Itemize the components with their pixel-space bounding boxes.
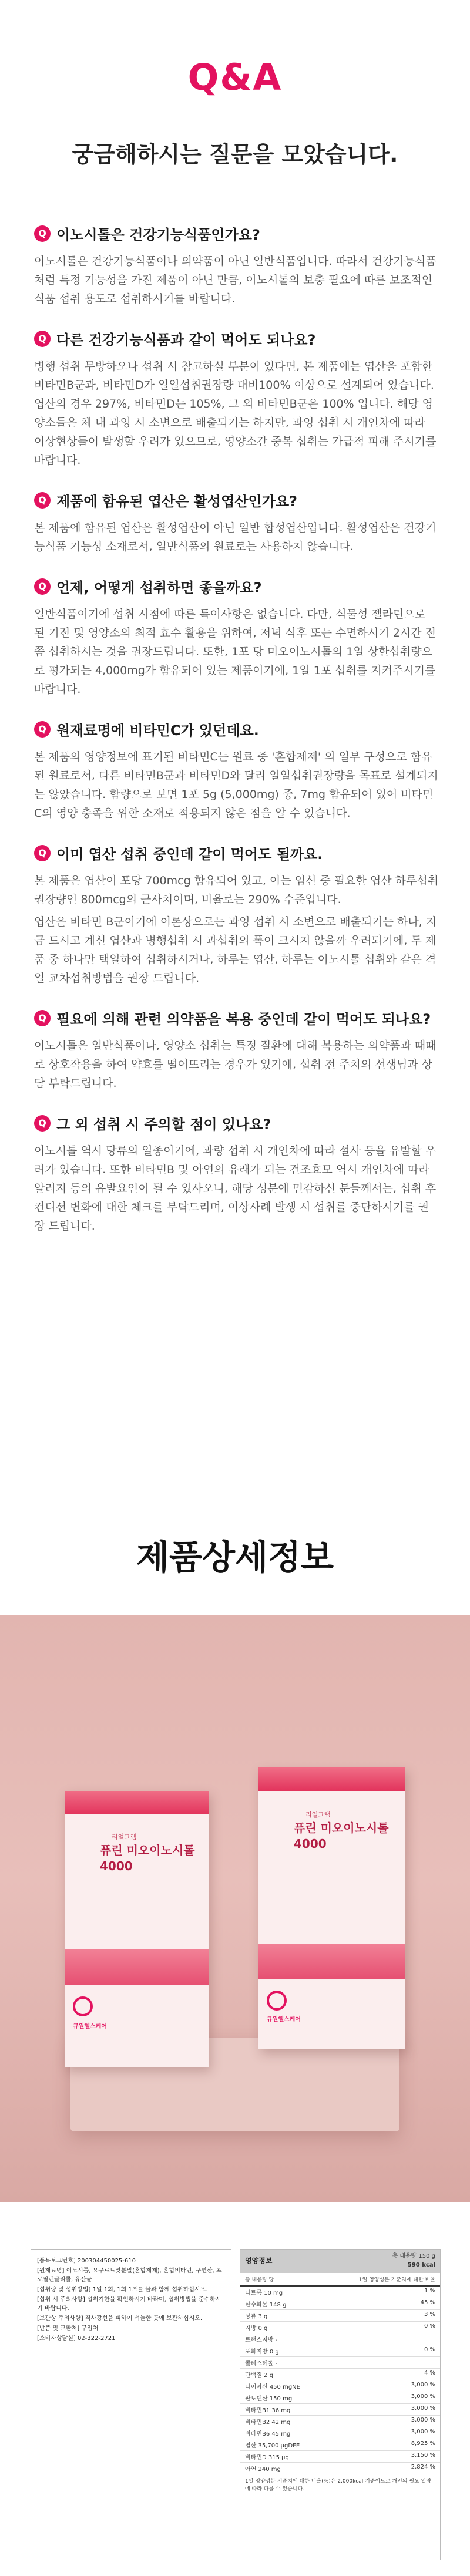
qa-title: Q&A xyxy=(187,56,283,99)
qa-header xyxy=(0,0,470,252)
question-icon: Q xyxy=(34,1010,51,1026)
answer-text: 병행 섭취 무방하오나 섭취 시 참고하실 부분이 있다면, 본 제품에는 엽산을 포함한 비타민B군과, 비타민D가 일일섭취권장량 대비100% 이상으로 설계되어 있습니다. 엽산의 경우 297%, 비타민D는 105%, 그 외 비타민B군은 100% 입니다. 해당 영양소들은 체 내 과잉 시 소변으로 배출되기는 하지만, 과잉 섭취 시 개인차에 따라 이상현상들이 발생할 우려가 있으므로, 영양소간 중복 섭취는 가급적 피해 주시기를 바랍니다. xyxy=(34,360,437,467)
answer-text: 본 제품에 함유된 엽산은 활성엽산이 아닌 일반 합성엽산입니다. 활성엽산은 건강기능식품 기능성 소재로서, 일반식품의 원료로는 사용하지 않습니다. xyxy=(34,521,437,553)
question-text: 다른 건강기능식품과 같이 먹어도 되나요? xyxy=(56,332,316,348)
product-box-back xyxy=(258,1767,405,2049)
nutrition-row: 엽산 35,700 μgDFE 8,925 % xyxy=(240,2439,440,2451)
nutrition-kcal: 590 kcal xyxy=(407,2262,435,2268)
answer-text: 본 제품은 엽산이 포당 700mcg 함유되어 있고, 이는 임신 중 필요한 엽산 하루섭취권장량인 800mcg의 근사치이며, 비율로는 290% 수준입니다. 엽산은 비타민 B군이기에 이론상으로는 과잉 섭취 시 소변으로 배출되기는 하나, 지금 드시고 계신 엽산과 병행섭취 시 과섭취의 폭이 크시지 않을까 우려되기에, 두 제품 중 하나만 택일하여 섭취하시거나, 하루는 엽산, 하루는 이노시톨 섭취와 같은 격일 교차섭취방법을 권장 드립니다. xyxy=(34,874,439,985)
nutrition-row: 판토텐산 150 mg 3,000 % xyxy=(240,2392,440,2404)
answer-text: 이노시톨은 일반식품이나, 영양소 섭취는 특정 질환에 대해 복용하는 의약품과 때때로 상호작용을 하여 약효를 떨어뜨리는 경우가 있기에, 섭취 전 주치의 선생님과 상담 부탁드립니다. xyxy=(34,1039,437,1090)
question-text: 제품에 함유된 엽산은 활성엽산인가요? xyxy=(56,493,297,510)
nutrition-row: 비타민D 315 μg 3,150 % xyxy=(240,2451,440,2463)
box-brand: 리얼그램 xyxy=(306,1811,331,1819)
answer-text: 일반식품이기에 섭취 시점에 따른 특이사항은 없습니다. 다만, 식물성 젤라틴으로 된 기전 및 영양소의 최적 효수 활용을 위하여, 저녁 식후 또는 수면하시기 2시간 전 쯤 섭취하시는 것을 권장드립니다. 또한, 1포 당 미오이노시톨의 1일 상한섭취량으로 평가되는 4,000mg가 함유되어 있는 제품이기에, 1일 1포 섭취를 지켜주시기를 바랍니다. xyxy=(34,608,436,696)
qa-item xyxy=(34,1008,439,1093)
product-box-front xyxy=(65,1791,209,2067)
question-icon: Q xyxy=(34,492,51,509)
box-product-number: 4000 xyxy=(100,1859,133,1873)
brand-logo-icon xyxy=(267,1991,287,2011)
label-line: [섭취 시 주의사항] 섭취기한을 확인하시기 바라며, 섭취방법을 준수하시기 바랍니다. xyxy=(37,2296,221,2312)
qa-item xyxy=(34,576,439,699)
answer-text: 이노시톨 역시 당류의 일종이기에, 과량 섭취 시 개인차에 따라 설사 등을 유발할 우려가 있습니다. 또한 비타민B 및 아연의 유래가 되는 건조효모 역시 개인차에 따라 알러지 등의 유발요인이 될 수 있사오니, 해당 성분에 민감하신 분들께서는, 섭취 후 컨디션 변화에 대한 체크를 부탁드리며, 이상사례 발생 시 섭취를 중단하시기를 권장 드립니다. xyxy=(34,1144,437,1233)
qa-list xyxy=(34,223,439,1255)
nutrition-total: 총 내용량 150 g xyxy=(392,2253,435,2260)
question-icon: Q xyxy=(34,845,51,861)
question-text: 원재료명에 비타민C가 있던데요. xyxy=(56,722,259,739)
question-text: 언제, 어떻게 섭취하면 좋을까요? xyxy=(56,580,262,596)
nutrition-row: 아연 240 mg 2,824 % xyxy=(240,2463,440,2474)
nutrition-title: 영양정보 xyxy=(245,2257,273,2265)
box-product-number: 4000 xyxy=(294,1837,327,1851)
nutrition-subheader: 총 내용량 당 1일 영양성분 기준치에 대한 비율 xyxy=(240,2273,440,2287)
question-icon: Q xyxy=(34,331,51,347)
qa-item xyxy=(34,843,439,988)
qa-item xyxy=(34,490,439,556)
nutrition-row: 콜레스테롤 - xyxy=(240,2357,440,2369)
box-brand: 리얼그램 xyxy=(112,1833,137,1841)
nutrition-footnote: 1일 영양성분 기준치에 대한 비율(%)은 2,000kcal 기준이므로 개인의 필요 열량에 따라 다를 수 있습니다. xyxy=(245,2479,432,2492)
qa-item xyxy=(34,328,439,470)
label-line: [소비자상담실] 02-322-2721 xyxy=(37,2335,116,2342)
question-icon: Q xyxy=(34,225,51,242)
nutrition-row: 당류 3 g 3 % xyxy=(240,2310,440,2322)
nutrition-row: 나트륨 10 mg 1 % xyxy=(240,2287,440,2298)
nutrition-row: 비타민B1 36 mg 3,000 % xyxy=(240,2404,440,2416)
product-label-panel xyxy=(31,2249,231,2560)
label-line: [품목보고번호] 200304450025-610 xyxy=(37,2258,136,2264)
label-section xyxy=(0,2249,470,2566)
nutrition-row: 포화지방 0 g 0 % xyxy=(240,2345,440,2357)
answer-text: 본 제품의 영양정보에 표기된 비타민C는 원료 중 '혼합제제' 의 일부 구성으로 함유된 원료로서, 다른 비타민B군과 비타민D와 달리 일일섭취권장량을 목표로 설계되지는 않았습니다. 함량으로 보면 1포 5g (5,000mg) 중, 7mg 함유되어 있어 비타민C의 영양 충족을 위한 소재로 적용되지 않은 점을 알 수 있습니다. xyxy=(34,750,438,820)
label-line: [반품 및 교환처] 구입처 xyxy=(37,2325,99,2332)
label-line: [섭취량 및 섭취방법] 1일 1회, 1회 1포를 물과 함께 섭취하십시오. xyxy=(37,2287,208,2293)
nutrition-row: 지방 0 g 0 % xyxy=(240,2322,440,2333)
label-line: [원재료명] 이노시톨, 요구르트맛분말(혼합제제), 혼합비타민, 구연산, 프로필렌글리콜, 유산균 xyxy=(37,2268,222,2283)
nutrition-row: 비타민B2 42 mg 3,000 % xyxy=(240,2416,440,2427)
question-text: 이미 엽산 섭취 중인데 같이 먹어도 될까요. xyxy=(56,846,323,863)
question-icon: Q xyxy=(34,721,51,738)
nutrition-row: 비타민B6 45 mg 3,000 % xyxy=(240,2427,440,2439)
box-product-name: 퓨린 미오이노시톨 xyxy=(100,1843,195,1857)
box-maker: 큐원헬스케어 xyxy=(73,2023,107,2030)
nutrition-header xyxy=(240,2250,440,2273)
label-line: [보관상 주의사항] 직사광선을 피하여 서늘한 곳에 보관하십시오. xyxy=(37,2315,203,2322)
brand-logo-icon xyxy=(73,1996,93,2016)
question-icon: Q xyxy=(34,578,51,595)
product-photo xyxy=(0,1615,470,2202)
question-text: 그 외 섭취 시 주의할 점이 있나요? xyxy=(56,1116,271,1133)
nutrition-row: 탄수화물 148 g 45 % xyxy=(240,2298,440,2310)
question-icon: Q xyxy=(34,1115,51,1132)
nutrition-facts-panel xyxy=(240,2249,441,2560)
box-product-name: 퓨린 미오이노시톨 xyxy=(294,1821,389,1835)
nutrition-row: 트랜스지방 - xyxy=(240,2333,440,2345)
qa-item xyxy=(34,1113,439,1235)
answer-text: 이노시톨은 건강기능식품이나 의약품이 아닌 일반식품입니다. 따라서 건강기능식품처럼 특정 기능성을 가진 제품이 아닌 만큼, 이노시톨의 보충 필요에 따른 보조적인 식품 섭취 용도로 섭취하시기를 바랍니다. xyxy=(34,255,437,305)
question-text: 이노시톨은 건강기능식품인가요? xyxy=(56,227,260,243)
nutrition-row: 나이아신 450 mgNE 3,000 % xyxy=(240,2380,440,2392)
qa-subtitle: 궁금해하시는 질문을 모았습니다. xyxy=(72,142,398,167)
question-text: 필요에 의해 관련 의약품을 복용 중인데 같이 먹어도 되나요? xyxy=(56,1011,431,1028)
qa-item xyxy=(34,719,439,823)
nutrition-row: 단백질 2 g 4 % xyxy=(240,2369,440,2380)
product-detail-title: 제품상세정보 xyxy=(136,1537,334,1577)
box-maker: 큐원헬스케어 xyxy=(267,2016,301,2023)
qa-item xyxy=(34,223,439,308)
